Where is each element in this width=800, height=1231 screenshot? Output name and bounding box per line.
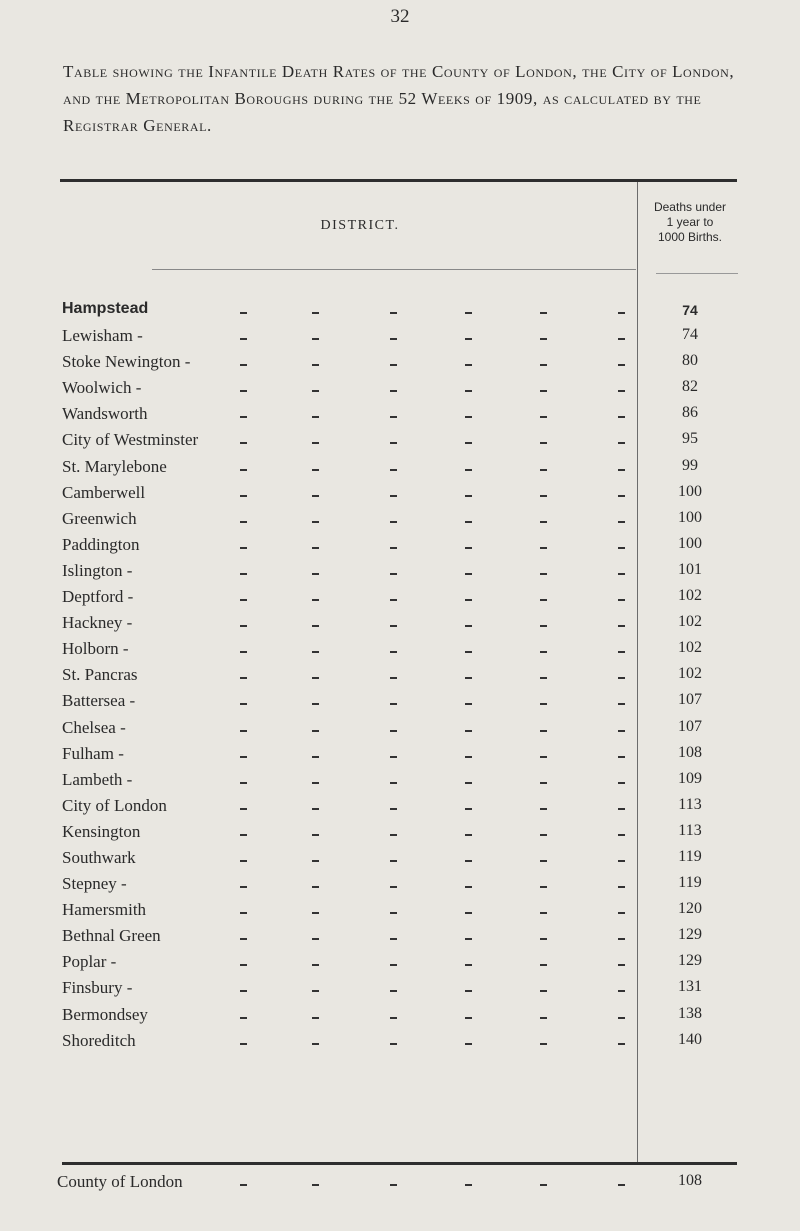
leader-dash — [540, 338, 547, 340]
leader-dash — [240, 469, 247, 471]
district-name: Finsbury - — [62, 978, 133, 998]
leader-dash — [465, 599, 472, 601]
district-name: Holborn - — [62, 639, 129, 659]
table-row — [0, 378, 800, 404]
leader-dash — [240, 730, 247, 732]
leader-dash — [390, 703, 397, 705]
leader-dash — [465, 964, 472, 966]
leader-dash — [240, 390, 247, 392]
leader-dash — [240, 990, 247, 992]
leader-dash — [390, 625, 397, 627]
deaths-header-line: 1 year to — [666, 215, 714, 229]
leader-dash — [540, 964, 547, 966]
leader-dash — [618, 782, 625, 784]
death-rate-value: 100 — [678, 534, 702, 552]
table-row — [0, 1031, 800, 1057]
death-rate-value: 99 — [682, 456, 698, 474]
district-name: Southwark — [62, 847, 136, 867]
leader-dash — [312, 703, 319, 705]
leader-dash — [618, 808, 625, 810]
leader-dash — [240, 912, 247, 914]
leader-dash — [465, 625, 472, 627]
leader-dash — [618, 938, 625, 940]
district-column-header: DISTRICT. — [320, 218, 400, 233]
leader-dash — [390, 651, 397, 653]
table-row — [0, 691, 800, 717]
leader-dash — [390, 677, 397, 679]
death-rate-value: 140 — [678, 1030, 702, 1048]
leader-dash — [465, 990, 472, 992]
district-name: Bethnal Green — [62, 926, 161, 946]
death-rate-value: 86 — [682, 404, 698, 422]
leader-dash — [618, 599, 625, 601]
leader-dash — [540, 599, 547, 601]
district-name: Hampstead — [62, 300, 149, 317]
leader-dash — [540, 1184, 547, 1186]
leader-dash — [312, 651, 319, 653]
table-row — [0, 1005, 800, 1031]
district-name: Poplar - — [62, 952, 117, 972]
district-name: Islington - — [62, 560, 133, 580]
leader-dash — [618, 495, 625, 497]
leader-dash — [312, 990, 319, 992]
leader-dash — [240, 573, 247, 575]
leader-dash — [312, 782, 319, 784]
death-rate-value: 120 — [678, 900, 702, 918]
table-row — [0, 613, 800, 639]
leader-dash — [312, 521, 319, 523]
table-row — [0, 822, 800, 848]
leader-dash — [312, 964, 319, 966]
leader-dash — [465, 1017, 472, 1019]
leader-dash — [540, 677, 547, 679]
leader-dash — [240, 964, 247, 966]
leader-dash — [312, 547, 319, 549]
total-rate-value: 108 — [678, 1172, 702, 1189]
leader-dash — [312, 938, 319, 940]
death-rate-value: 74 — [682, 302, 698, 318]
leader-dash — [465, 782, 472, 784]
leader-dash — [540, 912, 547, 914]
leader-dash — [240, 416, 247, 418]
leader-dash — [240, 338, 247, 340]
leader-dash — [465, 547, 472, 549]
leader-dash — [312, 495, 319, 497]
leader-dash — [312, 1017, 319, 1019]
bottom-rule — [62, 1162, 737, 1165]
leader-dash — [390, 938, 397, 940]
leader-dash — [540, 547, 547, 549]
leader-dash — [618, 442, 625, 444]
leader-dash — [465, 1184, 472, 1186]
top-rule — [60, 179, 737, 182]
leader-dash — [240, 1017, 247, 1019]
leader-dash — [390, 808, 397, 810]
death-rate-value: 107 — [678, 691, 702, 709]
leader-dash — [390, 573, 397, 575]
leader-dash — [240, 886, 247, 888]
district-name: Kensington — [62, 821, 141, 841]
leader-dash — [465, 703, 472, 705]
leader-dash — [390, 390, 397, 392]
total-row — [0, 1172, 800, 1198]
leader-dash — [465, 938, 472, 940]
leader-dash — [618, 677, 625, 679]
death-rate-value: 102 — [678, 665, 702, 683]
leader-dash — [390, 912, 397, 914]
death-rate-value: 131 — [678, 978, 702, 996]
leader-dash — [540, 495, 547, 497]
district-name: Woolwich - — [62, 378, 142, 398]
district-name: Fulham - — [62, 743, 124, 763]
district-name: City of London — [62, 795, 167, 815]
leader-dash — [540, 469, 547, 471]
leader-dash — [312, 677, 319, 679]
leader-dash — [465, 312, 472, 314]
leader-dash — [540, 573, 547, 575]
leader-dash — [618, 1043, 625, 1045]
leader-dash — [618, 834, 625, 836]
leader-dash — [465, 416, 472, 418]
leader-dash — [465, 442, 472, 444]
leader-dash — [540, 886, 547, 888]
death-rate-value: 102 — [678, 587, 702, 605]
table-row — [0, 874, 800, 900]
district-name: Stoke Newington - — [62, 352, 191, 372]
leader-dash — [390, 416, 397, 418]
death-rate-value: 138 — [678, 1004, 702, 1022]
leader-dash — [312, 469, 319, 471]
leader-dash — [618, 730, 625, 732]
leader-dash — [312, 442, 319, 444]
leader-dash — [240, 625, 247, 627]
leader-dash — [312, 312, 319, 314]
district-name: Wandsworth — [62, 404, 148, 424]
leader-dash — [465, 886, 472, 888]
page-number: 32 — [390, 6, 410, 27]
district-name: Shoreditch — [62, 1030, 136, 1050]
leader-dash — [465, 808, 472, 810]
leader-dash — [390, 1184, 397, 1186]
leader-dash — [240, 521, 247, 523]
leader-dash — [312, 808, 319, 810]
death-rate-value: 95 — [682, 430, 698, 448]
leader-dash — [312, 599, 319, 601]
leader-dash — [465, 1043, 472, 1045]
leader-dash — [240, 860, 247, 862]
leader-dash — [618, 390, 625, 392]
total-district-name: County of London — [57, 1172, 183, 1191]
table-title: Table showing the Infantile Death Rates of the County of London, the City of London, and the Metropolitan Boroughs during the 52 Weeks of 1909, as calculated by the Registrar General. — [63, 62, 735, 135]
leader-dash — [618, 1017, 625, 1019]
leader-dash — [240, 312, 247, 314]
district-name: St. Pancras — [62, 665, 138, 685]
leader-dash — [312, 390, 319, 392]
leader-dash — [618, 573, 625, 575]
table-row — [0, 404, 800, 430]
death-rate-value: 113 — [678, 821, 702, 839]
leader-dash — [540, 703, 547, 705]
leader-dash — [465, 469, 472, 471]
district-name: Hackney - — [62, 613, 133, 633]
leader-dash — [312, 756, 319, 758]
table-row — [0, 796, 800, 822]
leader-dash — [312, 1043, 319, 1045]
leader-dash — [540, 364, 547, 366]
leader-dash — [312, 912, 319, 914]
leader-dash — [540, 1043, 547, 1045]
leader-dash — [465, 573, 472, 575]
leader-dash — [240, 703, 247, 705]
table-row — [0, 744, 800, 770]
leader-dash — [390, 521, 397, 523]
leader-dash — [618, 416, 625, 418]
deaths-column-header — [640, 200, 740, 245]
leader-dash — [540, 416, 547, 418]
leader-dash — [312, 834, 319, 836]
leader-dash — [390, 469, 397, 471]
leader-dash — [618, 521, 625, 523]
district-name: Paddington — [62, 534, 140, 554]
leader-dash — [540, 782, 547, 784]
leader-dash — [618, 547, 625, 549]
table-row — [0, 900, 800, 926]
death-rate-value: 129 — [678, 952, 702, 970]
leader-dash — [240, 599, 247, 601]
table-row — [0, 352, 800, 378]
leader-dash — [540, 312, 547, 314]
leader-dash — [240, 808, 247, 810]
leader-dash — [240, 651, 247, 653]
leader-dash — [465, 730, 472, 732]
district-name: Deptford - — [62, 587, 134, 607]
leader-dash — [618, 886, 625, 888]
death-rate-value: 102 — [678, 613, 702, 631]
leader-dash — [540, 756, 547, 758]
leader-dash — [312, 364, 319, 366]
table-body — [0, 300, 800, 1057]
death-rate-value: 100 — [678, 482, 702, 500]
district-name: Greenwich — [62, 508, 137, 528]
leader-dash — [390, 495, 397, 497]
leader-dash — [540, 442, 547, 444]
district-name: Lambeth - — [62, 769, 133, 789]
leader-dash — [618, 912, 625, 914]
leader-dash — [540, 860, 547, 862]
leader-dash — [240, 442, 247, 444]
leader-dash — [540, 938, 547, 940]
death-rate-value: 119 — [678, 874, 702, 892]
table-row — [0, 430, 800, 456]
leader-dash — [540, 521, 547, 523]
leader-dash — [618, 338, 625, 340]
table-row — [0, 770, 800, 796]
leader-dash — [465, 364, 472, 366]
district-name: Stepney - — [62, 874, 127, 894]
leader-dash — [465, 338, 472, 340]
leader-dash — [390, 442, 397, 444]
leader-dash — [390, 990, 397, 992]
leader-dash — [618, 990, 625, 992]
leader-dash — [465, 834, 472, 836]
leader-dash — [390, 730, 397, 732]
leader-dash — [465, 860, 472, 862]
death-rate-value: 101 — [678, 560, 702, 578]
table-row — [0, 509, 800, 535]
leader-dash — [240, 364, 247, 366]
district-name: St. Marylebone — [62, 456, 167, 476]
leader-dash — [540, 651, 547, 653]
table-row — [0, 718, 800, 744]
district-name: Battersea - — [62, 691, 136, 711]
death-rate-value: 74 — [682, 326, 698, 344]
leader-dash — [465, 912, 472, 914]
leader-dash — [390, 834, 397, 836]
header-rule-left — [152, 269, 636, 270]
leader-dash — [540, 1017, 547, 1019]
leader-dash — [618, 312, 625, 314]
leader-dash — [618, 625, 625, 627]
district-name: Lewisham - — [62, 326, 143, 346]
leader-dash — [540, 730, 547, 732]
leader-dash — [618, 1184, 625, 1186]
leader-dash — [240, 756, 247, 758]
leader-dash — [618, 964, 625, 966]
table-row — [0, 926, 800, 952]
leader-dash — [390, 547, 397, 549]
leader-dash — [312, 625, 319, 627]
death-rate-value: 102 — [678, 639, 702, 657]
leader-dash — [390, 1043, 397, 1045]
leader-dash — [465, 390, 472, 392]
table-row — [0, 535, 800, 561]
leader-dash — [390, 364, 397, 366]
leader-dash — [312, 338, 319, 340]
deaths-header-line: 1000 Births. — [657, 230, 723, 244]
leader-dash — [540, 808, 547, 810]
death-rate-value: 108 — [678, 743, 702, 761]
district-name: Camberwell — [62, 482, 146, 502]
death-rate-value: 100 — [678, 508, 702, 526]
table-row — [0, 639, 800, 665]
table-row — [0, 483, 800, 509]
leader-dash — [312, 416, 319, 418]
leader-dash — [312, 573, 319, 575]
leader-dash — [390, 964, 397, 966]
leader-dash — [540, 625, 547, 627]
death-rate-value: 80 — [682, 352, 698, 370]
death-rate-value: 109 — [678, 769, 702, 787]
table-row — [0, 978, 800, 1004]
leader-dash — [465, 756, 472, 758]
leader-dash — [240, 782, 247, 784]
leader-dash — [618, 756, 625, 758]
leader-dash — [390, 312, 397, 314]
table-row — [0, 326, 800, 352]
leader-dash — [312, 1184, 319, 1186]
table-row — [0, 952, 800, 978]
leader-dash — [312, 860, 319, 862]
leader-dash — [465, 521, 472, 523]
table-row — [0, 848, 800, 874]
death-rate-value: 82 — [682, 378, 698, 396]
leader-dash — [618, 860, 625, 862]
leader-dash — [465, 651, 472, 653]
leader-dash — [240, 834, 247, 836]
leader-dash — [390, 1017, 397, 1019]
table-row — [0, 587, 800, 613]
leader-dash — [465, 677, 472, 679]
leader-dash — [618, 703, 625, 705]
death-rate-value: 113 — [678, 795, 702, 813]
death-rate-value: 129 — [678, 926, 702, 944]
death-rate-value: 119 — [678, 847, 702, 865]
header-rule-right — [656, 273, 738, 274]
leader-dash — [240, 677, 247, 679]
leader-dash — [390, 338, 397, 340]
leader-dash — [390, 860, 397, 862]
leader-dash — [618, 364, 625, 366]
table-row — [0, 665, 800, 691]
leader-dash — [312, 730, 319, 732]
table-row — [0, 300, 800, 326]
leader-dash — [618, 651, 625, 653]
leader-dash — [240, 938, 247, 940]
death-rate-value: 107 — [678, 717, 702, 735]
leader-dash — [240, 1043, 247, 1045]
deaths-header-line: Deaths under — [653, 200, 727, 214]
district-name: Chelsea - — [62, 717, 126, 737]
leader-dash — [312, 886, 319, 888]
leader-dash — [390, 886, 397, 888]
leader-dash — [540, 990, 547, 992]
leader-dash — [390, 599, 397, 601]
district-name: Bermondsey — [62, 1004, 148, 1024]
table-row — [0, 457, 800, 483]
leader-dash — [540, 390, 547, 392]
leader-dash — [390, 782, 397, 784]
leader-dash — [390, 756, 397, 758]
leader-dash — [240, 1184, 247, 1186]
district-name: Hamersmith — [62, 900, 147, 920]
table-row — [0, 561, 800, 587]
leader-dash — [240, 547, 247, 549]
leader-dash — [618, 469, 625, 471]
leader-dash — [465, 495, 472, 497]
leader-dash — [240, 495, 247, 497]
leader-dash — [540, 834, 547, 836]
district-name: City of Westminster — [62, 430, 199, 450]
